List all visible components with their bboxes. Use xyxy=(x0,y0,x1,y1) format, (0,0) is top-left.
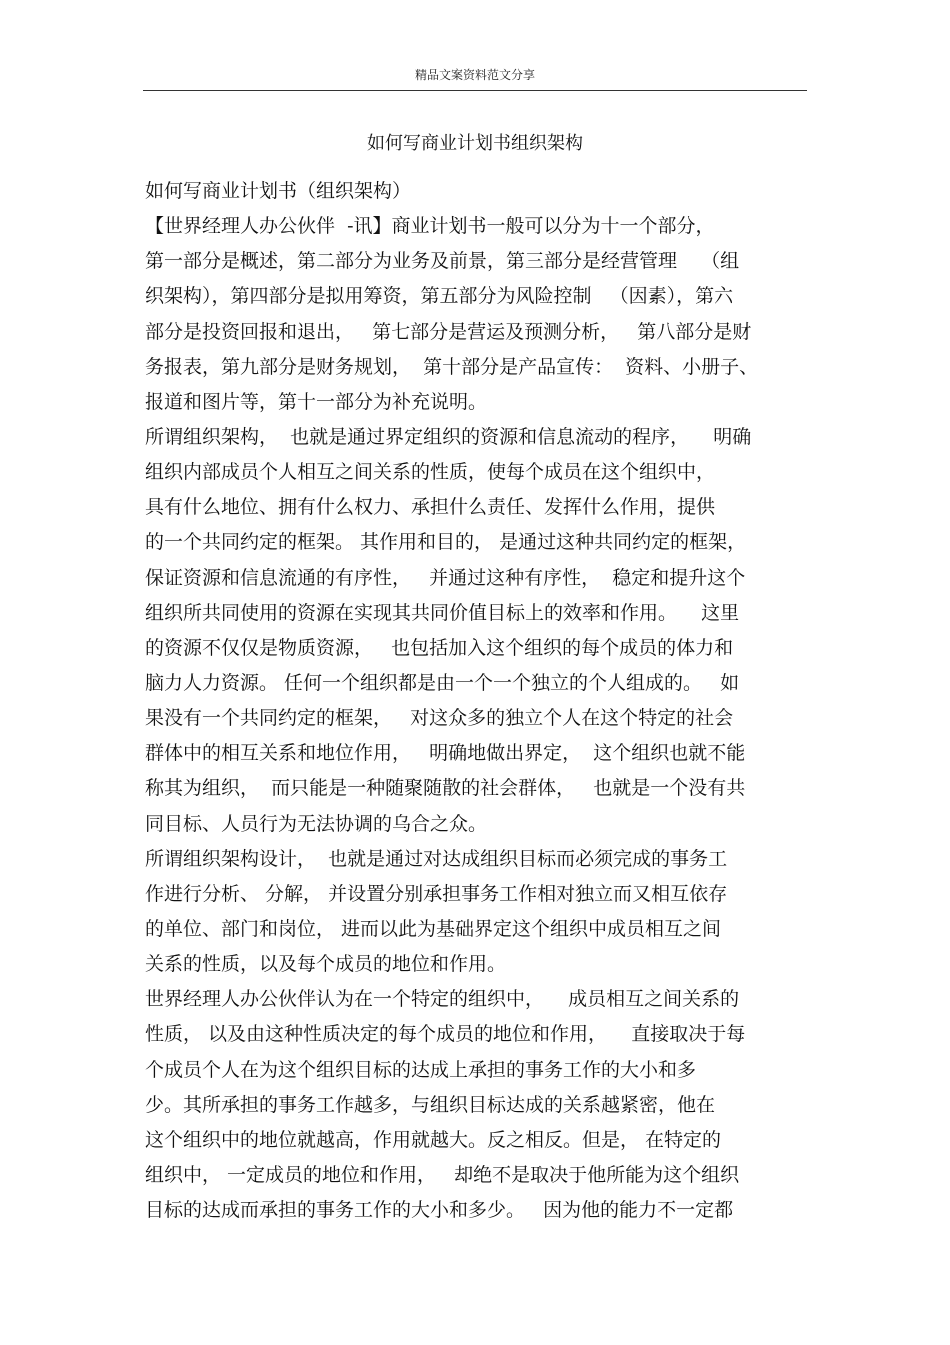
text-line: 关系的性质，以及每个成员的地位和作用。 xyxy=(145,953,507,976)
text-line: 如何写商业计划书（组织架构） xyxy=(145,180,412,202)
text-line: 组织内部成员个人相互之间关系的性质，使每个成员在这个组织中， xyxy=(145,461,716,484)
text-line: 目标的达成而承担的事务工作的大小和多少。 因为他的能力不一定都 xyxy=(145,1199,734,1222)
text-line: 部分是投资回报和退出， 第七部分是营运及预测分析， 第八部分是财 xyxy=(145,320,752,343)
text-line: 脑力人力资源。 任何一个组织都是由一个一个独立的个人组成的。 如 xyxy=(145,671,740,694)
text-line: 作进行分析、 分解， 并设置分别承担事务工作相对独立而又相互依存 xyxy=(145,882,728,905)
text-line: 果没有一个共同约定的框架， 对这众多的独立个人在这个特定的社会 xyxy=(145,707,734,730)
page-header: 精品文案资料范文分享 xyxy=(414,68,535,82)
text-line: 第一部分是概述，第二部分为业务及前景，第三部分是经营管理 （组 xyxy=(145,250,740,273)
header-divider xyxy=(143,90,807,91)
text-line: 所谓组织架构设计， 也就是通过对达成组织目标而必须完成的事务工 xyxy=(145,847,728,870)
text-line: 的一个共同约定的框架。 其作用和目的， 是通过这种共同约定的框架， xyxy=(145,531,747,554)
text-line: 所谓组织架构， 也就是通过界定组织的资源和信息流动的程序， 明确 xyxy=(145,425,752,448)
text-line: 的单位、部门和岗位， 进而以此为基础界定这个组织中成员相互之间 xyxy=(145,917,722,940)
text-line: 保证资源和信息流通的有序性， 并通过这种有序性， 稳定和提升这个 xyxy=(145,566,746,589)
text-line: 群体中的相互关系和地位作用， 明确地做出界定， 这个组织也就不能 xyxy=(145,742,746,765)
text-line: 少。其所承担的事务工作越多，与组织目标达成的关系越紧密，他在 xyxy=(145,1093,716,1116)
text-line: 性质， 以及由这种性质决定的每个成员的地位和作用， 直接取决于每 xyxy=(145,1023,746,1046)
text-line: 组织所共同使用的资源在实现其共同价值目标上的效率和作用。 这里 xyxy=(145,601,740,624)
text-line: 报道和图片等，第十一部分为补充说明。 xyxy=(145,390,488,413)
text-line: 具有什么地位、拥有什么权力、承担什么责任、发挥什么作用，提供 xyxy=(145,496,716,519)
text-line: 这个组织中的地位就越高，作用就越大。反之相反。但是， 在特定的 xyxy=(145,1128,722,1151)
text-line: 【世界经理人办公伙伴 -讯】商业计划书一般可以分为十一个部分， xyxy=(145,215,715,238)
text-line: 的资源不仅仅是物质资源， 也包括加入这个组织的每个成员的体力和 xyxy=(145,636,734,659)
document-body xyxy=(145,174,810,1228)
text-line: 务报表，第九部分是财务规划， 第十部分是产品宣传： 资料、小册子、 xyxy=(145,355,759,378)
text-line: 同目标、人员行为无法协调的乌合之众。 xyxy=(145,812,488,835)
document-title: 如何写商业计划书组织架构 xyxy=(367,133,583,154)
text-line: 称其为组织， 而只能是一种随聚随散的社会群体， 也就是一个没有共 xyxy=(145,777,746,800)
text-line: 织架构），第四部分是拟用筹资，第五部分为风险控制 （因素），第六 xyxy=(145,285,734,308)
text-line: 组织中， 一定成员的地位和作用， 却绝不是取决于他所能为这个组织 xyxy=(145,1163,740,1186)
text-line: 世界经理人办公伙伴认为在一个特定的组织中， 成员相互之间关系的 xyxy=(145,988,740,1011)
text-line: 个成员个人在为这个组织目标的达成上承担的事务工作的大小和多 xyxy=(145,1058,697,1081)
